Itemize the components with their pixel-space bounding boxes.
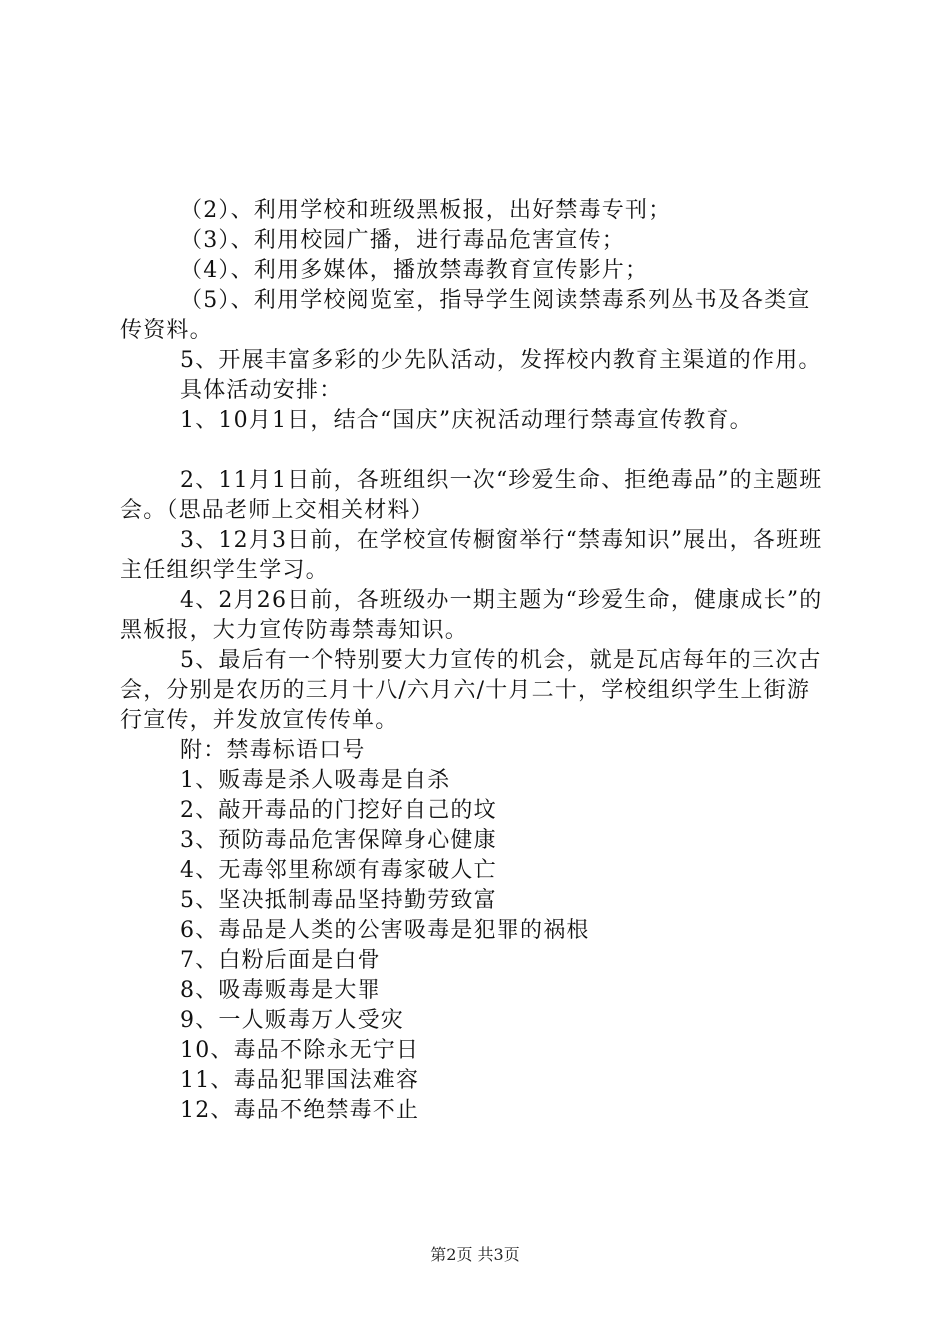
appendix-heading: 附：禁毒标语口号 xyxy=(180,738,366,763)
schedule-item-4: 4、2月26日前，各班级办一期主题为“珍爱生命，健康成长”的黑板报，大力宣传防毒禁毒知识。 xyxy=(120,588,823,643)
page-number-footer: 第2页 共3页 xyxy=(430,1245,520,1264)
schedule-item-1: 1、10月1日，结合“国庆”庆祝活动理行禁毒宣传教育。 xyxy=(180,408,753,433)
schedule-heading: 具体活动安排： xyxy=(180,378,343,403)
list-item-paren-4: （4）、利用多媒体，播放禁毒教育宣传影片； xyxy=(180,258,649,283)
slogan-item: 4、无毒邻里称颂有毒家破人亡 xyxy=(180,858,497,883)
slogan-item: 10、毒品不除永无宁日 xyxy=(180,1038,420,1063)
slogan-item: 2、敲开毒品的门挖好自己的坟 xyxy=(180,798,497,823)
slogan-item: 3、预防毒品危害保障身心健康 xyxy=(180,828,497,853)
slogan-item: 6、毒品是人类的公害吸毒是犯罪的祸根 xyxy=(180,918,590,943)
schedule-item-5: 5、最后有一个特别要大力宣传的机会，就是瓦店每年的三次古会，分别是农历的三月十八/六月六/十月二十，学校组织学生上街游行宣传，并发放宣传传单。 xyxy=(120,648,822,733)
list-item-paren-2: （2）、利用学校和班级黑板报，出好禁毒专刊； xyxy=(180,198,672,223)
document-body xyxy=(120,196,832,1126)
list-item-paren-5: （5）、利用学校阅览室，指导学生阅读禁毒系列丛书及各类宣传资料。 xyxy=(120,288,811,343)
schedule-item-2: 2、11月1日前，各班组织一次“珍爱生命、拒绝毒品”的主题班会。（思品老师上交相关材料） xyxy=(120,468,823,523)
slogan-item: 5、坚决抵制毒品坚持勤劳致富 xyxy=(180,888,497,913)
slogan-item: 9、一人贩毒万人受灾 xyxy=(180,1008,404,1033)
section-item-5: 5、开展丰富多彩的少先队活动，发挥校内教育主渠道的作用。 xyxy=(180,348,822,373)
list-item-paren-3: （3）、利用校园广播，进行毒品危害宣传； xyxy=(180,228,625,253)
schedule-item-3: 3、12月3日前，在学校宣传橱窗举行“禁毒知识”展出，各班班主任组织学生学习。 xyxy=(120,528,823,583)
blank-line xyxy=(120,436,832,466)
slogan-item: 8、吸毒贩毒是大罪 xyxy=(180,978,381,1003)
slogan-item: 12、毒品不绝禁毒不止 xyxy=(180,1098,420,1123)
slogan-item: 7、白粉后面是白骨 xyxy=(180,948,381,973)
slogan-item: 1、贩毒是杀人吸毒是自杀 xyxy=(180,768,451,793)
slogan-item: 11、毒品犯罪国法难容 xyxy=(180,1068,420,1093)
